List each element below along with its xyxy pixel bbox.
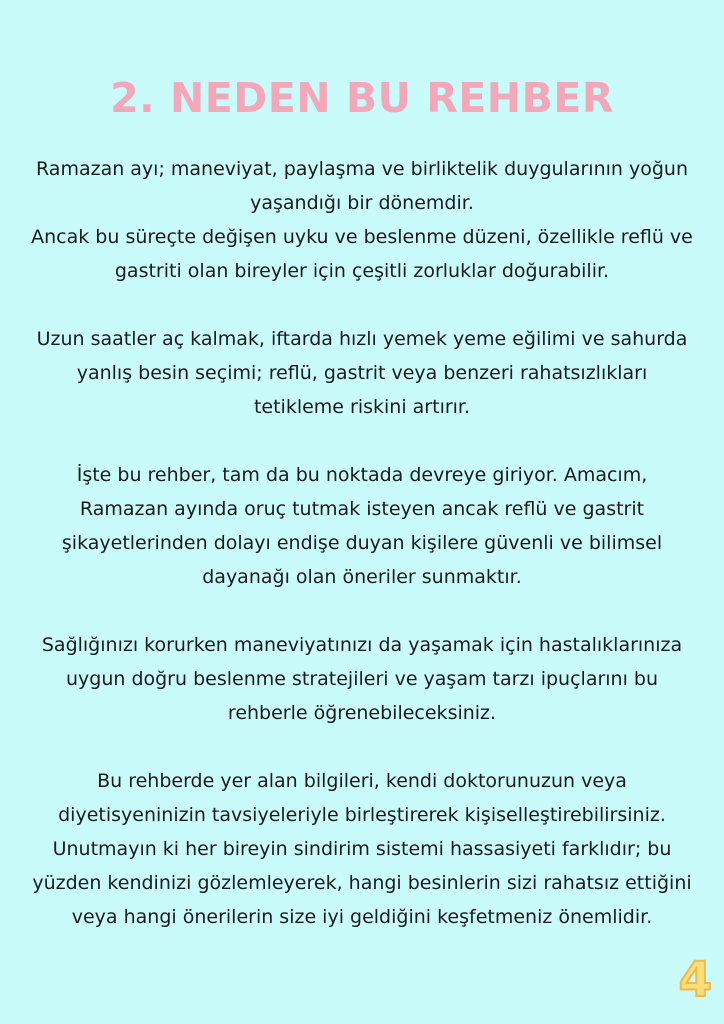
paragraph: Bu rehberde yer alan bilgileri, kendi doktorunuzun veya diyetisyeninizin tavsiyeleriyle birleştirerek kişiselleştirebilirsiniz. — [58, 770, 666, 826]
paragraph-gap — [30, 594, 694, 628]
page-title: 2. NEDEN BU REHBER — [110, 74, 614, 122]
page-number: 4 — [678, 952, 712, 1008]
body-text — [30, 152, 694, 934]
paragraph-gap — [30, 288, 694, 322]
paragraph: İşte bu rehber, tam da bu noktada devreye giriyor. Amacım, Ramazan ayında oruç tutmak isteyen ancak reflü ve gastrit şikayetlerinden dolayı endişe duyan kişilere güvenli ve bilimsel dayanağı olan öneriler sunmaktır. — [61, 464, 663, 588]
paragraph-gap — [30, 730, 694, 764]
paragraph: Sağlığınızı korurken maneviyatınızı da yaşamak için hastalıklarınıza uygun doğru beslenme stratejileri ve yaşam tarzı ipuçlarını bu rehberle öğrenebileceksiniz. — [41, 634, 683, 724]
paragraph: Ancak bu süreçte değişen uyku ve beslenme düzeni, özellikle reflü ve gastriti olan bireyler için çeşitli zorluklar doğurabilir. — [31, 226, 693, 282]
paragraph: Uzun saatler aç kalmak, iftarda hızlı yemek yeme eğilimi ve sahurda yanlış besin seçimi; reflü, gastrit veya benzeri rahatsızlıkları tetikleme riskini artırır. — [36, 328, 688, 418]
paragraph: Unutmayın ki her bireyin sindirim sistemi hassasiyeti farklıdır; bu yüzden kendinizi gözlemleyerek, hangi besinlerin sizi rahatsız ettiğini veya hangi önerilerin size iyi geldiğini keşfetmeniz önemlidir. — [32, 838, 692, 928]
paragraph: Ramazan ayı; maneviyat, paylaşma ve birliktelik duygularının yoğun yaşandığı bir dönemdir. — [36, 158, 688, 214]
paragraph-gap — [30, 424, 694, 458]
